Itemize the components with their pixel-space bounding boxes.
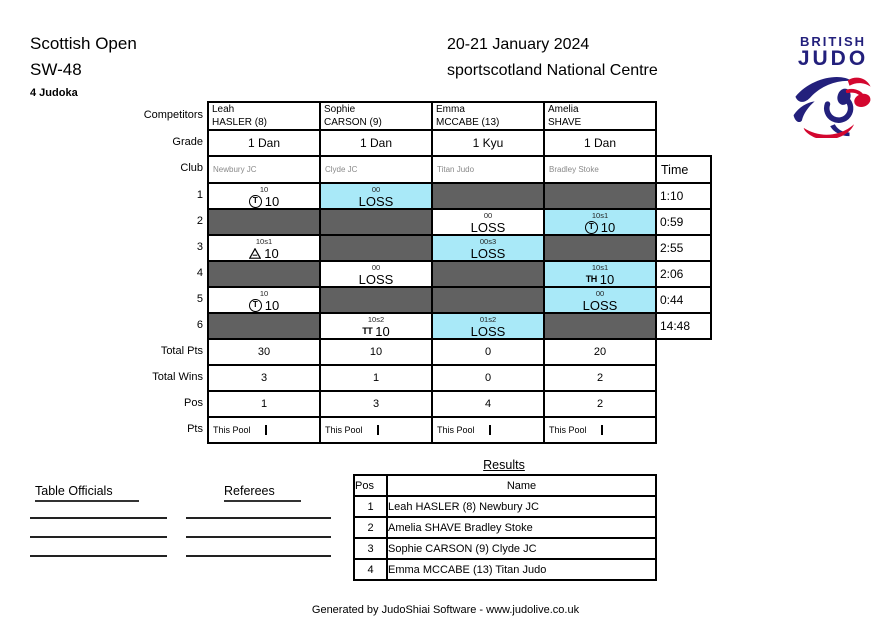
total-pts-cell: 20 [544,339,656,365]
category-title: SW-48 [30,60,82,79]
pts-blank-box [267,425,319,435]
competitor-last-name: MCCABE (13) [436,117,500,128]
pts-cell [320,417,432,443]
results-name-header: Name [387,475,656,496]
result-name: Sophie CARSON (9) Clyde JC [387,538,656,559]
label-competitors: Competitors [143,109,203,121]
competitor-cell [432,102,544,130]
pts-cell [208,417,320,443]
score-text: 10 [209,246,319,260]
match-row [208,313,711,339]
score-text: T 10 [209,298,319,312]
score-text: T 10 [209,194,319,208]
match-row [208,287,711,313]
competitor-first-name: Emma [436,104,465,115]
label-pos: Pos [184,397,203,409]
signature-line [186,517,331,519]
this-pool-box: This Pool [433,425,491,435]
score-code: 00 [371,185,381,194]
competitor-first-name: Sophie [324,104,356,115]
spacer-cell [656,417,711,443]
match-cell-empty [432,287,544,313]
results-row [354,496,656,517]
competitor-cell [208,102,320,130]
circle-t-icon: T [249,299,262,312]
match-time: 0:44 [656,287,711,313]
triangle-icon [249,248,261,259]
match-cell [208,235,320,261]
footer-credit: Generated by JudoShiai Software - www.judolive.co.uk [311,604,580,616]
pts-cell [432,417,544,443]
time-column-header: Time [656,156,711,183]
score-text: TT 10 [362,324,390,340]
pool-table [207,101,712,444]
total-wins-cell: 0 [432,365,544,391]
results-row [354,559,656,580]
logo-text-judo: JUDO [797,47,869,70]
grade-cell: 1 Dan [208,130,320,156]
score-text: LOSS [470,220,506,236]
score-text: LOSS [358,194,394,210]
score-code: 10s1 [255,237,273,247]
event-venue: sportscotland National Centre [447,62,658,79]
match-cell [544,261,656,287]
grade-row [208,130,711,156]
match-cell [208,287,320,313]
signature-line [30,555,167,557]
result-pos: 3 [354,538,387,559]
pos-row [208,391,711,417]
match-cell [432,235,544,261]
label-match-1: 1 [196,189,203,201]
match-cell-empty [320,287,432,313]
label-club: Club [180,162,203,174]
event-date: 20-21 January 2024 [447,36,590,53]
match-time: 1:10 [656,183,711,209]
score-code: 10s1 [591,263,609,273]
match-cell [208,183,320,209]
competitor-first-name: Amelia [548,104,579,115]
match-time: 14:48 [656,313,711,339]
club-row [208,156,711,183]
match-cell [432,209,544,235]
score-text: TH 10 [585,272,615,288]
competitor-last-name: HASLER (8) [212,117,268,128]
match-time: 2:55 [656,235,711,261]
judo-figure-icon [791,72,875,138]
competitor-last-name: CARSON (9) [324,117,382,128]
match-cell-empty [320,235,432,261]
competitor-first-name: Leah [212,104,235,115]
match-cell [320,183,432,209]
pts-cell [544,417,656,443]
spacer-cell [656,391,711,417]
pts-blank-box [379,425,431,435]
results-pos-header: Pos [354,475,387,496]
score-code: 00 [483,211,493,221]
label-match-3: 3 [196,241,203,253]
referees-heading: Referees [224,484,301,502]
match-cell [320,261,432,287]
signature-line [186,555,331,557]
match-cell-empty [208,261,320,287]
score-text: LOSS [470,246,506,262]
result-pos: 2 [354,517,387,538]
score-text: T 10 [545,220,655,234]
letters-icon: TT [362,326,373,337]
judoka-count: 4 Judoka [30,87,78,99]
competitor-cell [544,102,656,130]
club-cell: Titan Judo [432,156,544,183]
total-wins-cell: 1 [320,365,432,391]
match-cell-empty [432,261,544,287]
results-row [354,517,656,538]
total-pts-row [208,339,711,365]
score-code: 00 [371,263,381,273]
spacer-cell [656,130,711,156]
match-cell [320,313,432,339]
club-cell: Clyde JC [320,156,432,183]
club-cell: Bradley Stoke [544,156,656,183]
result-name: Leah HASLER (8) Newbury JC [387,496,656,517]
label-match-6: 6 [196,319,203,331]
this-pool-box: This Pool [321,425,379,435]
match-cell-empty [544,235,656,261]
results-header-row [354,475,656,496]
match-row [208,209,711,235]
pts-blank-box [603,425,655,435]
match-time: 0:59 [656,209,711,235]
match-cell [432,313,544,339]
spacer-cell [656,365,711,391]
grade-cell: 1 Dan [544,130,656,156]
results-table [353,474,657,581]
label-total-wins: Total Wins [152,371,203,383]
pos-cell: 1 [208,391,320,417]
this-pool-box: This Pool [209,425,267,435]
result-name: Emma MCCABE (13) Titan Judo [387,559,656,580]
signature-line [30,517,167,519]
match-time: 2:06 [656,261,711,287]
spacer-cell [656,339,711,365]
total-pts-cell: 0 [432,339,544,365]
score-text: LOSS [470,324,506,340]
score-code: 01s2 [479,315,497,325]
match-cell-empty [320,209,432,235]
match-cell-empty [432,183,544,209]
signature-line [186,536,331,538]
total-wins-cell: 2 [544,365,656,391]
pos-cell: 2 [544,391,656,417]
circle-t-icon: T [585,221,598,234]
club-cell: Newbury JC [208,156,320,183]
score-text: LOSS [358,272,394,288]
match-row [208,183,711,209]
result-pos: 1 [354,496,387,517]
result-pos: 4 [354,559,387,580]
circle-t-icon: T [249,195,262,208]
score-code: 00 [595,289,605,299]
match-cell-empty [544,183,656,209]
label-total-pts: Total Pts [160,345,203,357]
total-pts-cell: 10 [320,339,432,365]
grade-cell: 1 Dan [320,130,432,156]
label-match-4: 4 [196,267,203,279]
spacer-cell [656,102,711,130]
score-code: 10s1 [591,211,609,221]
label-pts: Pts [187,423,203,435]
match-cell-empty [208,209,320,235]
event-title: Scottish Open [30,34,137,53]
british-judo-logo [787,34,879,143]
score-code: 10 [259,185,269,194]
label-grade: Grade [172,136,203,148]
label-match-2: 2 [196,215,203,227]
this-pool-box: This Pool [545,425,603,435]
total-pts-cell: 30 [208,339,320,365]
competitor-cell [320,102,432,130]
total-wins-cell: 3 [208,365,320,391]
table-officials-heading: Table Officials [35,484,139,502]
result-name: Amelia SHAVE Bradley Stoke [387,517,656,538]
match-cell [544,209,656,235]
score-code: 10 [259,289,269,299]
match-cell-empty [544,313,656,339]
letters-icon: TH [585,274,597,285]
match-rows [208,183,711,339]
label-match-5: 5 [196,293,203,305]
signature-line [30,536,167,538]
pts-blank-box [491,425,543,435]
pos-cell: 4 [432,391,544,417]
match-row [208,235,711,261]
grade-cell: 1 Kyu [432,130,544,156]
match-cell [544,287,656,313]
pos-cell: 3 [320,391,432,417]
score-text: LOSS [582,298,618,314]
score-code: 10s2 [367,315,385,325]
competitors-row [208,102,711,130]
competitor-last-name: SHAVE [548,117,582,128]
total-wins-row [208,365,711,391]
logo-text-british: BRITISH [800,34,866,49]
match-row [208,261,711,287]
score-code: 00s3 [479,237,497,247]
results-row [354,538,656,559]
pts-row [208,417,711,443]
match-cell-empty [208,313,320,339]
results-title: Results [483,458,525,472]
